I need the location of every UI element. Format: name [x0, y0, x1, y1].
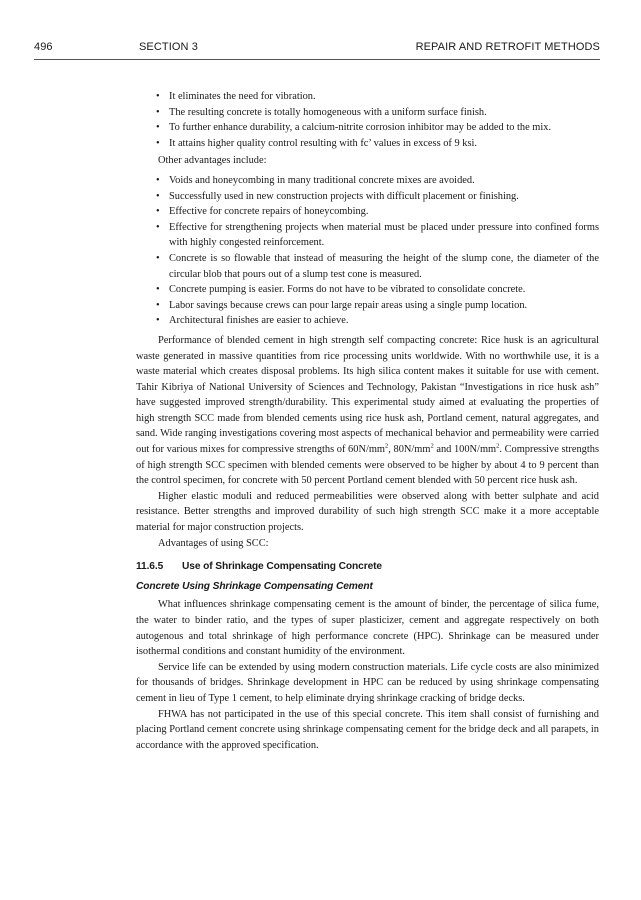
fhwa-paragraph: FHWA has not participated in the use of this special concrete. This item shall consist of furnishing and placing Portland cement concrete using shrinkage compensating cement for the bridge deck and all parapets, in accordance with the approved specification.	[136, 708, 599, 751]
list-item: • Concrete pumping is easier. Forms do not have to be vibrated to consolidate concrete.	[136, 282, 599, 298]
section-heading	[136, 559, 599, 575]
list-item: • Effective for concrete repairs of honeycombing.	[136, 204, 599, 220]
bullet-icon: •	[156, 190, 160, 202]
list-item: • To further enhance durability, a calcium-nitrite corrosion inhibitor may be added to the mix.	[136, 120, 599, 136]
list-item: • Architectural finishes are easier to achieve.	[136, 313, 599, 329]
list-item: • Voids and honeycombing in many traditional concrete mixes are avoided.	[136, 173, 599, 189]
section-number: 11.6.5	[136, 561, 164, 573]
advantages-list-1	[136, 89, 599, 151]
bullet-icon: •	[156, 206, 160, 218]
bullet-icon: •	[156, 137, 160, 149]
page-number: 496	[34, 41, 53, 53]
bullet-icon: •	[156, 284, 160, 296]
list-item: • Labor savings because crews can pour large repair areas using a single pump location.	[136, 298, 599, 314]
chapter-title: REPAIR AND RETROFIT METHODS	[415, 41, 600, 53]
elastic-moduli-paragraph: Higher elastic moduli and reduced permeabilities were observed along with better sulphate and acid resistance. Better strengths and improved durability of such high strength SCC make it a more acceptable material for major construction projects.	[136, 490, 599, 534]
running-header	[34, 41, 600, 57]
advantages-list-2	[136, 173, 599, 329]
list-item: • Concrete is so flowable that instead of measuring the height of the slump cone, the diameter of the circular blob that pours out of a slump test cone is measured.	[156, 252, 599, 280]
list-item: • Effective for strengthening projects when material must be placed under pressure into confined forms with highly congested reinforcement.	[156, 221, 599, 249]
page-body	[136, 89, 599, 753]
bullet-icon: •	[156, 91, 160, 102]
bullet-icon: •	[156, 252, 160, 264]
shrinkage-paragraph: What influences shrinkage compensating cement is the amount of binder, the percentage of silica fume, the water to binder ratio, and the types of super plasticizer, cement and aggregate respectively on both autogenous and total shrinkage of high performance concrete (HPC). Shrinkage can be measured under isothermal conditions and constant humidity of the environment.	[136, 599, 599, 658]
subheading: Concrete Using Shrinkage Compensating Cement	[136, 580, 373, 592]
section-title: Use of Shrinkage Compensating Concrete	[182, 561, 382, 573]
list-item: • It eliminates the need for vibration.	[136, 89, 599, 105]
list-item: • It attains higher quality control resulting with fc’ values in excess of 9 ksi.	[136, 136, 599, 152]
bullet-icon: •	[156, 122, 160, 134]
list-item: • The resulting concrete is totally homogeneous with a uniform surface finish.	[136, 105, 599, 121]
other-advantages-intro: Other advantages include:	[158, 155, 267, 167]
advantages-scc-paragraph: Advantages of using SCC:	[158, 537, 269, 549]
bullet-icon: •	[156, 299, 160, 311]
rice-husk-paragraph: Performance of blended cement in high strength self compacting concrete: Rice husk is an agricultural waste generated in massive quantities from rice processing units worldwide. With no worthwhile use, it is a waste material which creates disposal problems. Its high silica content makes it suitable for use with cement. Tahir Kibriya of National University of Sciences and Technology, Pakistan “Investigations in rice husk ash” have suggested improved strength/durability. This experimental study aimed at evaluating the properties of high strength SCC made from blended cements using rice husk ash, Portland cement, natural aggregates, and sand. Wide ranging investigations covering most aspects of mechanical behavior and permeability were carried out for various mixes for compressive strengths of $60N/mm^2$, $80N/mm^2$ and $100N/mm^2$. Compressive strengths of high strength SCC specimen with blended cements were observed to be higher by about 4 to 9 percent than the control specimen, for concrete with 50 percent Portland cement blended with 50 percent rice husk ash.	[136, 334, 599, 487]
bullet-icon: •	[156, 174, 160, 186]
bullet-icon: •	[156, 315, 160, 327]
service-life-paragraph: Service life can be extended by using modern construction materials. Life cycle costs are also minimized for thousands of bridges. Shrinkage development in HPC can be reduced by using shrinkage compensating cement in lieu of Type 1 cement, to help eliminate drying shrinkage cracking of bridge decks.	[136, 661, 599, 704]
header-rule	[34, 59, 600, 60]
bullet-icon: •	[156, 106, 160, 118]
bullet-icon: •	[156, 221, 160, 233]
section-label: SECTION 3	[139, 41, 198, 53]
list-item: • Successfully used in new construction projects with difficult placement or finishing.	[136, 189, 599, 205]
